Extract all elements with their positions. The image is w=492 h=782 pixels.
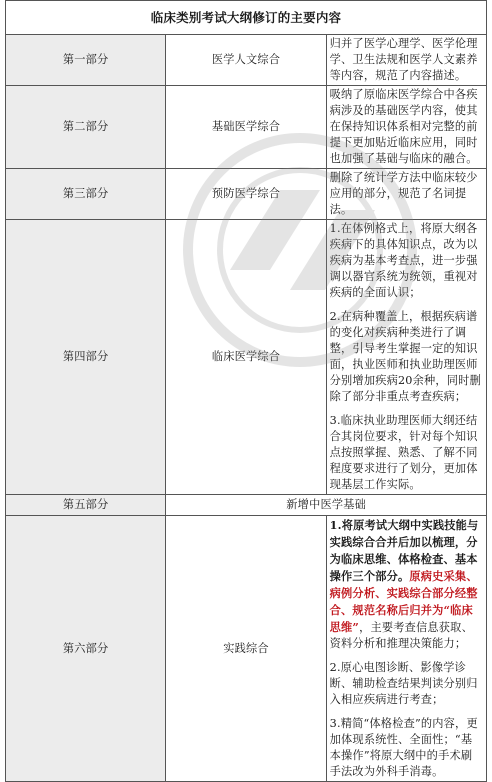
table-row	[6, 495, 487, 516]
table-title-row	[6, 1, 487, 35]
table-row	[6, 220, 487, 495]
table-row	[6, 35, 487, 86]
revision-description: 吸纳了原临床医学综合中各疾病涉及的基础医学内容，使其在保持知识体系相对完整的前提下更加贴近临床应用，同时也加强了基础与临床的融合。	[326, 86, 486, 169]
subject-name: 医学人文综合	[166, 35, 326, 86]
assessment-focus: ，主要考查信息获取、资料分析和推理决策能力；	[329, 621, 473, 650]
table-row	[6, 516, 487, 782]
revision-point: 2.原心电图诊断、影像学诊断、辅助检查结果判读分别归入相应疾病进行考查；	[329, 661, 478, 706]
part-label: 第三部分	[6, 169, 166, 220]
part-label: 第二部分	[6, 86, 166, 169]
subject-name: 临床医学综合	[166, 220, 326, 495]
subject-name: 实践综合	[166, 516, 326, 782]
revision-point	[330, 517, 483, 652]
revision-point: 2.在病种覆盖上，根据疾病谱的变化对疾病种类进行了调整，引导考生掌握一定的知识面，执业医师和执业助理医师分别增加疾病20余种，同时删除了部分非重点考查疾病；	[329, 310, 481, 403]
revision-description: 删除了统计学方法中临床较少应用的部分，规范了名词提法。	[326, 169, 486, 220]
part-label: 第四部分	[6, 220, 166, 495]
revision-point: 3.临床执业助理医师大纲还结合其岗位要求，针对每个知识点按照掌握、熟悉、了解不同程度要求进行了划分，更加体现基层工作实际。	[329, 414, 478, 491]
revision-point: 1.在体例格式上，将原大纲各疾病下的具体知识点，改为以疾病为基本考查点，进一步强调以器官系统为统领，重视对疾病的全面认识；	[329, 222, 478, 299]
table-title: 临床类别考试大纲修订的主要内容	[6, 1, 487, 35]
syllabus-table	[5, 0, 487, 782]
revision-description	[326, 516, 486, 782]
subject-name: 预防医学综合	[166, 169, 326, 220]
merge-summary: 1.将原考试大纲中实践技能与实践综合合并后加以梳理，分为临床思维、体格检查、基本操作三个部分。	[329, 518, 479, 583]
table-row	[6, 86, 487, 169]
revision-description: 归并了医学心理学、医学伦理学、卫生法规和医学人文素养等内容，规范了内容描述。	[326, 35, 486, 86]
highlighted-note: 原病史采集、病例分析、实践综合部分经整合、规范名称后归并为“临床思维”	[329, 569, 478, 634]
part-label: 第一部分	[6, 35, 166, 86]
subject-name: 基础医学综合	[166, 86, 326, 169]
table-row	[6, 169, 487, 220]
part-label: 第六部分	[6, 516, 166, 782]
part-label: 第五部分	[6, 495, 166, 516]
revision-point: 3.精简“体格检查”的内容，更加体现系统性、全面性；“基本操作”将原大纲中的手术刷手法改为外科手消毒。	[329, 717, 478, 778]
revision-description: 新增中医学基础	[166, 495, 487, 516]
revision-description	[326, 220, 486, 495]
